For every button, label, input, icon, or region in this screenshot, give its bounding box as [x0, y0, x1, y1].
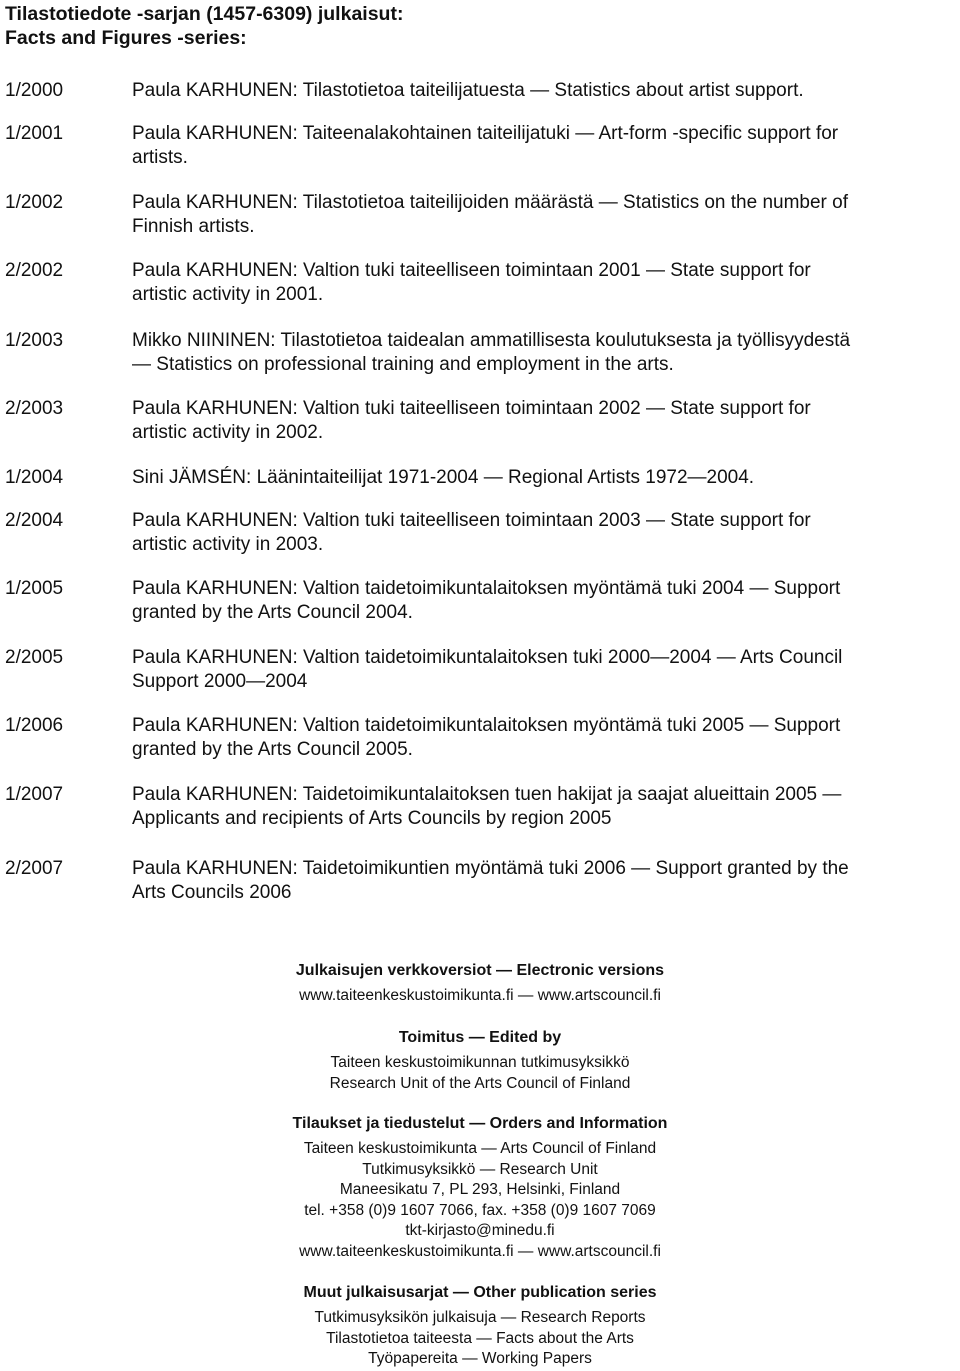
other-series-item: Tutkimusyksikön julkaisuja — Research Reports [314, 1309, 646, 1326]
publication-text-line: — Statistics on professional training and employment in the arts. [132, 354, 674, 375]
publication-text [132, 259, 960, 307]
publication-text-line: Mikko NIININEN: Tilastotietoa taidealan ammatillisesta koulutuksesta ja työllisyydestä [132, 330, 851, 351]
edited-by-title: Toimitus — Edited by [398, 1029, 562, 1046]
publication-text-line: artistic activity in 2002. [132, 422, 324, 443]
electronic-versions-urls: www.taiteenkeskustoimikunta.fi — www.artscouncil.fi [299, 987, 661, 1004]
publication-number: 2/2007 [5, 858, 64, 879]
publication-number: 1/2007 [5, 784, 64, 805]
orders-information-block [0, 1114, 960, 1262]
orders-information-title: Tilaukset ja tiedustelut — Orders and Information [292, 1115, 668, 1132]
publication-text [132, 397, 960, 445]
other-series-title: Muut julkaisusarjat — Other publication series [303, 1284, 657, 1301]
publication-text-line: Paula KARHUNEN: Valtion taidetoimikuntalaitoksen myöntämä tuki 2005 — Support [132, 715, 841, 736]
publication-text-line: Paula KARHUNEN: Valtion tuki taiteelliseen toimintaan 2003 — State support for [132, 510, 811, 531]
publication-text [132, 79, 960, 103]
publication-number: 2/2003 [5, 398, 64, 419]
publication-text-line: Paula KARHUNEN: Taiteenalakohtainen taiteilijatuki — Art-form -specific support for [132, 123, 839, 144]
publication-text-line: Paula KARHUNEN: Taidetoimikuntien myöntämä tuki 2006 — Support granted by the [132, 858, 849, 879]
publication-text-line: Arts Councils 2006 [132, 882, 292, 903]
publication-text [132, 714, 960, 762]
publication-number: 1/2000 [5, 80, 64, 101]
publication-text-line: Applicants and recipients of Arts Councils by region 2005 [132, 808, 612, 829]
orders-unit: Tutkimusyksikkö — Research Unit [362, 1160, 598, 1178]
publication-text-line: artists. [132, 147, 188, 168]
edited-by-line: Taiteen keskustoimikunnan tutkimusyksikkö [330, 1054, 630, 1071]
edited-by-line: Research Unit of the Arts Council of Finland [329, 1074, 631, 1092]
publication-text-line: Paula KARHUNEN: Valtion tuki taiteelliseen toimintaan 2002 — State support for [132, 398, 811, 419]
publication-text-line: Paula KARHUNEN: Valtion taidetoimikuntalaitoksen tuki 2000—2004 — Arts Council [132, 647, 843, 668]
publication-number: 2/2002 [5, 260, 64, 281]
publication-text-line: Sini JÄMSÉN: Läänintaiteilijat 1971-2004 — Regional Artists 1972—2004. [132, 467, 755, 488]
publication-number: 1/2004 [5, 467, 64, 488]
series-heading-line-2: Facts and Figures -series: [5, 27, 247, 49]
publication-number: 1/2003 [5, 330, 64, 351]
publication-text [132, 329, 960, 377]
orders-email: tkt-kirjasto@minedu.fi [405, 1222, 555, 1239]
electronic-versions-block [0, 961, 960, 1007]
publication-text-line: Paula KARHUNEN: Taidetoimikuntalaitoksen tuen hakijat ja saajat alueittain 2005 — [132, 784, 842, 805]
publication-text-line: artistic activity in 2001. [132, 284, 324, 305]
publication-text-line: Paula KARHUNEN: Tilastotietoa taiteilijatuesta — Statistics about artist support. [132, 80, 804, 101]
publication-text-line: granted by the Arts Council 2005. [132, 739, 413, 760]
other-series-item: Tilastotietoa taiteesta — Facts about the Arts [326, 1329, 634, 1347]
publication-text [132, 466, 960, 490]
orders-address: Maneesikatu 7, PL 293, Helsinki, Finland [339, 1181, 621, 1198]
orders-phone-fax: tel. +358 (0)9 1607 7066, fax. +358 (0)9 1607 7069 [304, 1201, 656, 1219]
publication-text-line: granted by the Arts Council 2004. [132, 602, 413, 623]
publication-text [132, 122, 960, 170]
publication-number: 2/2004 [5, 510, 64, 531]
publication-number: 1/2001 [5, 123, 64, 144]
publication-text [132, 191, 960, 239]
publication-text-line: Finnish artists. [132, 216, 255, 237]
series-heading-line-1: Tilastotiedote -sarjan (1457-6309) julkaisut: [5, 3, 404, 25]
orders-urls: www.taiteenkeskustoimikunta.fi — www.artscouncil.fi [299, 1242, 661, 1260]
publication-text [132, 509, 960, 557]
publication-text-line: Paula KARHUNEN: Tilastotietoa taiteilijoiden määrästä — Statistics on the number of [132, 192, 848, 213]
publication-text-line: Paula KARHUNEN: Valtion taidetoimikuntalaitoksen myöntämä tuki 2004 — Support [132, 578, 841, 599]
publication-text [132, 783, 960, 831]
publication-text-line: Support 2000—2004 [132, 671, 308, 692]
publication-number: 1/2006 [5, 715, 64, 736]
other-series-item: Työpapereita — Working Papers [368, 1350, 592, 1367]
publication-text [132, 857, 960, 905]
other-series-block [0, 1283, 960, 1370]
series-heading [5, 2, 403, 50]
publication-number: 2/2005 [5, 647, 64, 668]
orders-organisation: Taiteen keskustoimikunta — Arts Council of Finland [303, 1140, 657, 1157]
publication-text [132, 577, 960, 625]
electronic-versions-title: Julkaisujen verkkoversiot — Electronic versions [295, 962, 665, 979]
publication-text-line: Paula KARHUNEN: Valtion tuki taiteelliseen toimintaan 2001 — State support for [132, 260, 811, 281]
publication-number: 1/2002 [5, 192, 64, 213]
publication-number: 1/2005 [5, 578, 64, 599]
publication-text-line: artistic activity in 2003. [132, 534, 324, 555]
publication-text [132, 646, 960, 694]
edited-by-block [0, 1028, 960, 1094]
